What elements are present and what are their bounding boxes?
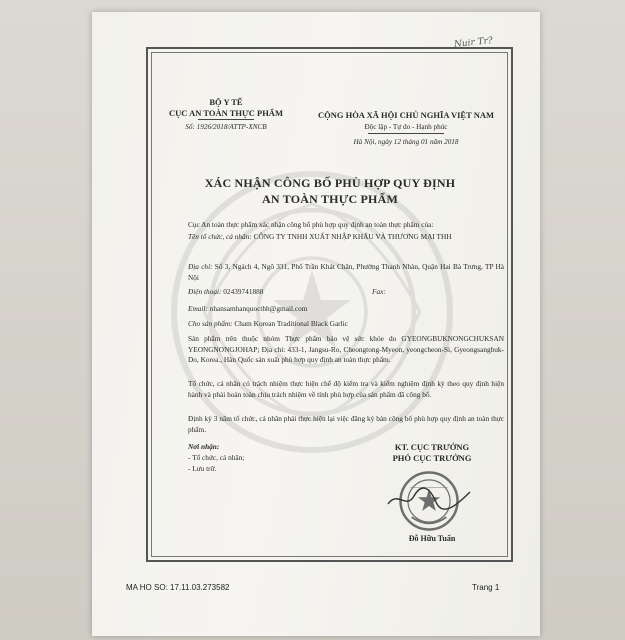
paragraph-renewal: Định kỳ 3 năm tổ chức, cá nhân phải thực hiện lại việc đăng ký bản công bố phù hợp quy định an toàn thực phẩm. (188, 414, 504, 434)
phone-block (188, 287, 263, 298)
address-label: Địa chỉ: (188, 262, 213, 271)
dossier-code: MA HO SO: 17.11.03.273582 (126, 583, 230, 592)
signer-name: Đỗ Hữu Tuấn (408, 534, 456, 543)
paragraph-responsibility: Tổ chức, cá nhân có trách nhiệm thực hiện chế độ kiểm tra và kiểm nghiệm định kỳ theo quy định hiện hành và phải hoàn toàn chịu trách nhiệm về tính phù hợp của sản phẩm đã công bố. (188, 379, 504, 399)
document-title-line1: XÁC NHẬN CÔNG BỐ PHÙ HỢP QUY ĐỊNH (204, 176, 456, 190)
phone-value: 02439741888 (223, 287, 264, 296)
signer-role-2: PHÓ CỤC TRƯỞNG (392, 453, 472, 463)
agency-name: CỤC AN TOÀN THỰC PHẨM (169, 108, 283, 118)
ministry-name: BỘ Y TẾ (209, 97, 243, 107)
organization-name: CÔNG TY TNHH XUẤT NHẬP KHẨU VÀ THƯƠNG MẠI THH (253, 232, 452, 241)
signer-role-1: KT. CỤC TRƯỞNG (394, 442, 470, 452)
organization-label: Tên tổ chức, cá nhân: (188, 232, 252, 241)
address-value: Số 3, Ngách 4, Ngõ 331, Phố Trần Khát Chân, Phường Thanh Nhàn, Quận Hai Bà Trưng, TP Hà Nội (188, 262, 504, 282)
country-name: CỘNG HÒA XÃ HỘI CHỦ NGHĨA VIỆT NAM (317, 110, 495, 120)
email-block (188, 304, 307, 315)
fax-label: Fax: (372, 287, 386, 296)
address-block (188, 262, 504, 283)
phone-label: Điện thoại: (188, 287, 222, 296)
product-block (188, 319, 348, 330)
email-value: nhansamhanquocthh@gmail.com (209, 304, 308, 313)
organization-block (188, 232, 508, 243)
product-value: Cham Korean Traditional Black Garlic (234, 319, 348, 328)
document-page (92, 12, 540, 636)
recipient-item: - Tổ chức, cá nhân; (188, 453, 245, 462)
page-number: Trang 1 (472, 583, 500, 592)
intro-text: Cục An toàn thực phẩm xác nhận công bố phù hợp quy định an toàn thực phẩm của: (188, 220, 434, 229)
recipient-item: - Lưu trữ. (188, 464, 217, 473)
signature (384, 486, 474, 512)
document-title-line2: AN TOÀN THỰC PHẨM (262, 192, 398, 206)
paragraph-manufacturer: Sản phẩm trên thuộc nhóm Thực phẩm bảo vệ sức khỏe do GYEONGBUKNONGCHUKSAN YEONGNONGJOHAP; Địa chỉ: 433-1, Jangsu-Ro, Cheongtong-Myeon, yeongcheon-Si, Gyeongsangbuk-Do, Korea., Hàn Quốc sản xuất phù hợp quy định an toàn thực phẩm. (188, 334, 504, 364)
national-motto: Độc lập - Tự do - Hạnh phúc (364, 123, 448, 131)
place-and-date: Hà Nội, ngày 12 tháng 01 năm 2018 (353, 138, 459, 146)
handwritten-note: Nuir Tr? (453, 35, 494, 51)
recipients-label: Nơi nhận: (188, 442, 220, 451)
fax-block (372, 287, 386, 298)
email-label: Email: (188, 304, 208, 313)
product-label: Cho sản phẩm: (188, 319, 233, 328)
document-number: Số: 1926/2018/ATTP-XNCB (185, 123, 267, 131)
